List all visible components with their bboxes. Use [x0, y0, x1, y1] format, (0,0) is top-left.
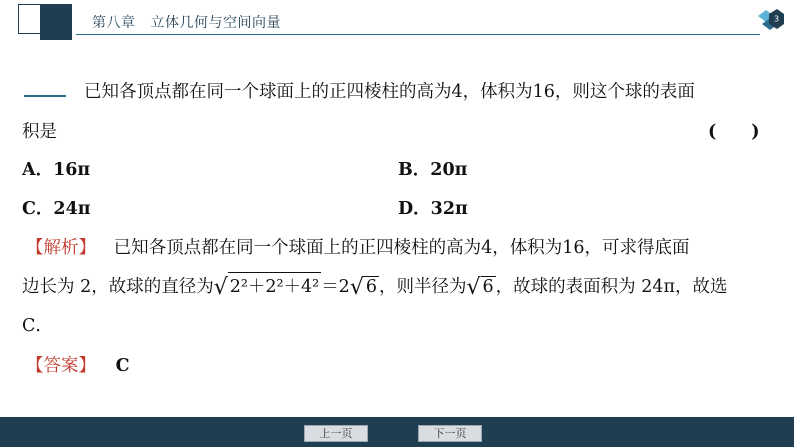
sqrt-symbol-3: √	[466, 275, 481, 300]
sqrt-radicand-2: 6	[365, 277, 377, 297]
option-b: B．20π	[398, 160, 468, 180]
analysis-text-2c: ，故球的表面积为 24π，故选	[495, 277, 728, 297]
sqrt-symbol: √	[213, 275, 228, 300]
analysis-line-3: C．	[22, 316, 53, 336]
page-number-badge	[752, 8, 792, 38]
question-line-1: 已知各顶点都在同一个球面上的正四棱柱的高为4，体积为16，则这个球的表面	[84, 82, 695, 102]
page-number: 3	[773, 14, 780, 24]
answer-line	[26, 352, 130, 377]
option-a: A．16π	[22, 160, 91, 180]
analysis-text-2a: 边长为 2，故球的直径为	[22, 277, 214, 297]
analysis-text-2b: ，则半径为	[379, 277, 467, 297]
chapter-title: 立体几何与空间向量	[150, 15, 281, 31]
analysis-label: 【解析】	[26, 238, 96, 258]
analysis-eq: ＝2	[321, 277, 350, 297]
answer-blank	[24, 95, 66, 97]
footer-bar	[0, 417, 794, 447]
answer-value: C	[115, 356, 130, 376]
answer-parentheses: ( )	[708, 122, 760, 142]
sqrt-symbol-2: √	[349, 275, 364, 300]
analysis-text-1: 已知各顶点都在同一个球面上的正四棱柱的高为4，体积为16，可求得底面	[113, 238, 690, 258]
analysis-line-1	[26, 234, 689, 259]
question-line-2: 积是	[22, 122, 57, 142]
sqrt-radicand: 2²＋2²＋4²	[228, 272, 321, 298]
header-title	[92, 12, 291, 32]
chapter-label: 第八章	[92, 15, 136, 31]
option-d: D．32π	[398, 199, 468, 219]
analysis-line-2	[22, 272, 728, 300]
header-divider	[76, 34, 760, 35]
option-c: C．24π	[22, 199, 91, 219]
sqrt-radicand-3: 6	[482, 277, 494, 297]
next-page-button[interactable]: 下一页	[418, 425, 482, 442]
answer-label: 【答案】	[26, 356, 96, 376]
header-box-decoration	[40, 4, 72, 40]
prev-page-button[interactable]: 上一页	[304, 425, 368, 442]
